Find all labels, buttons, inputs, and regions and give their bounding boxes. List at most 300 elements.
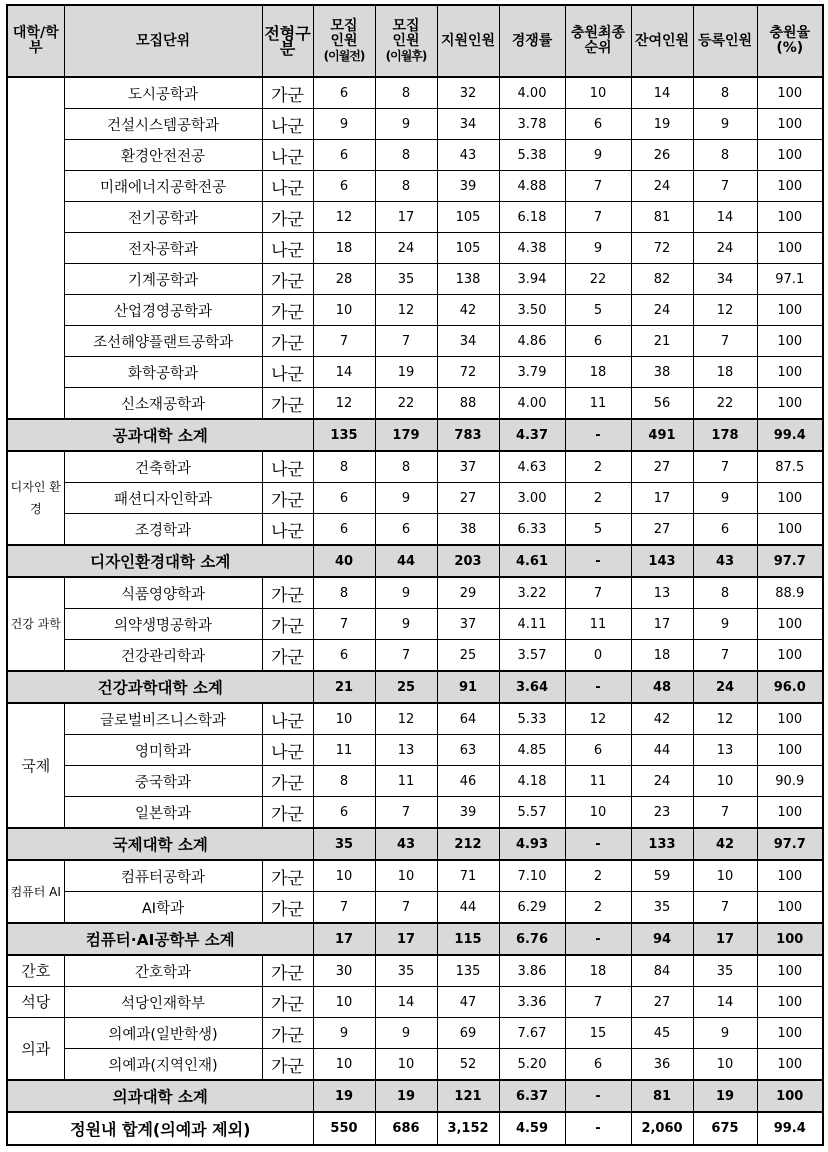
final-rank-cell: 9 [565,140,631,171]
table-row [7,357,823,388]
registered-cell: 675 [693,1112,757,1145]
ratio-cell: 3.94 [499,264,565,295]
table-row [7,987,823,1018]
type-cell: 가군 [262,797,313,829]
quota-before-cell: 6 [313,77,375,109]
final-rank-cell: - [565,671,631,703]
final-rank-cell: 6 [565,326,631,357]
ratio-cell: 6.18 [499,202,565,233]
applicants-cell: 43 [437,140,499,171]
registered-cell: 7 [693,892,757,924]
ratio-cell: 3.57 [499,640,565,672]
applicants-cell: 91 [437,671,499,703]
quota-before-cell: 10 [313,860,375,892]
type-cell: 가군 [262,609,313,640]
quota-after-cell: 10 [375,1049,437,1081]
unit-cell: 식품영양학과 [64,577,262,609]
registered-cell: 12 [693,703,757,735]
ratio-cell: 7.67 [499,1018,565,1049]
applicants-cell: 72 [437,357,499,388]
remaining-cell: 143 [631,545,693,577]
fill-rate-cell: 90.9 [757,766,823,797]
registered-cell: 10 [693,766,757,797]
registered-cell: 42 [693,828,757,860]
quota-after-cell: 12 [375,703,437,735]
final-rank-cell: 2 [565,451,631,483]
final-rank-cell: 12 [565,703,631,735]
registered-cell: 43 [693,545,757,577]
fill-rate-cell: 100 [757,955,823,987]
ratio-cell: 5.57 [499,797,565,829]
quota-after-cell: 8 [375,140,437,171]
final-rank-cell: 0 [565,640,631,672]
quota-before-cell: 8 [313,451,375,483]
final-rank-cell: 7 [565,577,631,609]
quota-before-cell: 28 [313,264,375,295]
type-cell: 나군 [262,233,313,264]
applicants-cell: 34 [437,109,499,140]
ratio-cell: 4.88 [499,171,565,202]
fill-rate-cell: 100 [757,1049,823,1081]
final-rank-cell: 2 [565,483,631,514]
ratio-cell: 6.29 [499,892,565,924]
remaining-cell: 48 [631,671,693,703]
unit-cell: 신소재공학과 [64,388,262,420]
fill-rate-cell: 100 [757,388,823,420]
unit-cell: 조선해양플랜트공학과 [64,326,262,357]
remaining-cell: 35 [631,892,693,924]
unit-cell: 건설시스템공학과 [64,109,262,140]
table-row [7,797,823,829]
remaining-cell: 82 [631,264,693,295]
quota-after-cell: 44 [375,545,437,577]
registered-cell: 9 [693,109,757,140]
ratio-cell: 3.22 [499,577,565,609]
unit-cell: 간호학과 [64,955,262,987]
unit-cell: 건축학과 [64,451,262,483]
remaining-cell: 56 [631,388,693,420]
quota-before-cell: 8 [313,766,375,797]
registered-cell: 7 [693,326,757,357]
unit-cell: 영미학과 [64,735,262,766]
unit-cell: 의예과(지역인재) [64,1049,262,1081]
ratio-cell: 6.76 [499,923,565,955]
quota-after-cell: 43 [375,828,437,860]
fill-rate-cell: 100 [757,860,823,892]
applicants-cell: 44 [437,892,499,924]
header-quota-after: 모집 인원 (이월후) [375,5,437,77]
table-row [7,703,823,735]
quota-before-cell: 17 [313,923,375,955]
quota-before-cell: 135 [313,419,375,451]
table-row [7,766,823,797]
fill-rate-cell: 99.4 [757,1112,823,1145]
quota-before-cell: 7 [313,326,375,357]
table-row [7,1018,823,1049]
remaining-cell: 81 [631,202,693,233]
fill-rate-cell: 100 [757,233,823,264]
applicants-cell: 88 [437,388,499,420]
applicants-cell: 32 [437,77,499,109]
quota-before-cell: 11 [313,735,375,766]
total-label: 정원내 합계(의예과 제외) [7,1112,313,1145]
registered-cell: 8 [693,77,757,109]
quota-before-cell: 550 [313,1112,375,1145]
ratio-cell: 4.85 [499,735,565,766]
college-cell: 컴퓨터 AI [7,860,64,923]
applicants-cell: 105 [437,202,499,233]
applicants-cell: 25 [437,640,499,672]
final-rank-cell: - [565,1112,631,1145]
subtotal-label: 공과대학 소계 [7,419,313,451]
table-row [7,892,823,924]
table-row [7,451,823,483]
final-rank-cell: 18 [565,357,631,388]
applicants-cell: 115 [437,923,499,955]
fill-rate-cell: 100 [757,109,823,140]
quota-after-cell: 14 [375,987,437,1018]
applicants-cell: 69 [437,1018,499,1049]
table-body [7,77,823,1145]
quota-after-cell: 179 [375,419,437,451]
type-cell: 가군 [262,577,313,609]
applicants-cell: 63 [437,735,499,766]
table-row [7,295,823,326]
quota-before-cell: 9 [313,109,375,140]
final-rank-cell: 22 [565,264,631,295]
table-row [7,77,823,109]
remaining-cell: 2,060 [631,1112,693,1145]
applicants-cell: 34 [437,326,499,357]
ratio-cell: 4.93 [499,828,565,860]
unit-cell: 석당인재학부 [64,987,262,1018]
header-registered: 등록인원 [693,5,757,77]
ratio-cell: 3.78 [499,109,565,140]
registered-cell: 35 [693,955,757,987]
unit-cell: 전기공학과 [64,202,262,233]
unit-cell: 산업경영공학과 [64,295,262,326]
table-row [7,1049,823,1081]
final-rank-cell: - [565,923,631,955]
applicants-cell: 3,152 [437,1112,499,1145]
unit-cell: 컴퓨터공학과 [64,860,262,892]
table-row [7,577,823,609]
subtotal-label: 건강과학대학 소계 [7,671,313,703]
college-cell [7,77,64,419]
remaining-cell: 36 [631,1049,693,1081]
unit-cell: 건강관리학과 [64,640,262,672]
fill-rate-cell: 100 [757,326,823,357]
subtotal-row [7,419,823,451]
unit-cell: 중국학과 [64,766,262,797]
quota-after-cell: 6 [375,514,437,546]
admissions-table [6,4,824,1146]
fill-rate-cell: 100 [757,703,823,735]
registered-cell: 6 [693,514,757,546]
type-cell: 가군 [262,202,313,233]
registered-cell: 19 [693,1080,757,1112]
final-rank-cell: - [565,419,631,451]
header-fill-rate: 충원율 (%) [757,5,823,77]
subtotal-label: 디자인환경대학 소계 [7,545,313,577]
header-ratio: 경쟁률 [499,5,565,77]
type-cell: 가군 [262,640,313,672]
final-rank-cell: 18 [565,955,631,987]
final-rank-cell: 2 [565,860,631,892]
applicants-cell: 27 [437,483,499,514]
applicants-cell: 105 [437,233,499,264]
subtotal-row [7,545,823,577]
registered-cell: 7 [693,640,757,672]
registered-cell: 24 [693,233,757,264]
header-remaining: 잔여인원 [631,5,693,77]
registered-cell: 7 [693,797,757,829]
type-cell: 가군 [262,766,313,797]
quota-after-cell: 7 [375,640,437,672]
fill-rate-cell: 88.9 [757,577,823,609]
type-cell: 가군 [262,860,313,892]
quota-before-cell: 6 [313,483,375,514]
subtotal-row [7,923,823,955]
unit-cell: 의예과(일반학생) [64,1018,262,1049]
quota-before-cell: 10 [313,987,375,1018]
table-row [7,202,823,233]
ratio-cell: 4.61 [499,545,565,577]
type-cell: 가군 [262,388,313,420]
quota-after-cell: 12 [375,295,437,326]
applicants-cell: 37 [437,451,499,483]
quota-after-cell: 8 [375,171,437,202]
quota-after-cell: 35 [375,264,437,295]
quota-after-cell: 8 [375,77,437,109]
table-row [7,483,823,514]
quota-after-cell: 7 [375,326,437,357]
type-cell: 나군 [262,109,313,140]
final-rank-cell: 10 [565,77,631,109]
type-cell: 가군 [262,892,313,924]
ratio-cell: 3.00 [499,483,565,514]
applicants-cell: 38 [437,514,499,546]
table-row [7,140,823,171]
subtotal-label: 의과대학 소계 [7,1080,313,1112]
unit-cell: 화학공학과 [64,357,262,388]
fill-rate-cell: 100 [757,77,823,109]
header-unit: 모집단위 [64,5,262,77]
ratio-cell: 5.38 [499,140,565,171]
ratio-cell: 5.20 [499,1049,565,1081]
unit-cell: 전자공학과 [64,233,262,264]
registered-cell: 7 [693,451,757,483]
fill-rate-cell: 97.7 [757,828,823,860]
remaining-cell: 133 [631,828,693,860]
table-row [7,171,823,202]
quota-before-cell: 6 [313,140,375,171]
type-cell: 나군 [262,451,313,483]
quota-after-cell: 19 [375,1080,437,1112]
final-rank-cell: 5 [565,514,631,546]
quota-before-cell: 18 [313,233,375,264]
subtotal-row [7,828,823,860]
remaining-cell: 59 [631,860,693,892]
type-cell: 나군 [262,514,313,546]
type-cell: 가군 [262,77,313,109]
ratio-cell: 3.64 [499,671,565,703]
table-row [7,860,823,892]
registered-cell: 178 [693,419,757,451]
fill-rate-cell: 100 [757,735,823,766]
college-cell: 의과 [7,1018,64,1081]
applicants-cell: 39 [437,171,499,202]
fill-rate-cell: 100 [757,514,823,546]
quota-before-cell: 10 [313,295,375,326]
college-cell: 디자인 환경 [7,451,64,545]
quota-before-cell: 10 [313,703,375,735]
applicants-cell: 71 [437,860,499,892]
registered-cell: 9 [693,609,757,640]
final-rank-cell: 5 [565,295,631,326]
applicants-cell: 47 [437,987,499,1018]
applicants-cell: 135 [437,955,499,987]
quota-after-cell: 22 [375,388,437,420]
ratio-cell: 4.86 [499,326,565,357]
fill-rate-cell: 100 [757,1018,823,1049]
registered-cell: 7 [693,171,757,202]
table-row [7,233,823,264]
ratio-cell: 4.00 [499,77,565,109]
remaining-cell: 23 [631,797,693,829]
remaining-cell: 81 [631,1080,693,1112]
quota-before-cell: 12 [313,202,375,233]
type-cell: 나군 [262,140,313,171]
college-cell: 간호 [7,955,64,987]
final-rank-cell: - [565,828,631,860]
unit-cell: 미래에너지공학전공 [64,171,262,202]
quota-before-cell: 6 [313,171,375,202]
applicants-cell: 39 [437,797,499,829]
quota-before-cell: 8 [313,577,375,609]
final-rank-cell: 6 [565,1049,631,1081]
fill-rate-cell: 100 [757,1080,823,1112]
header-applicants: 지원인원 [437,5,499,77]
ratio-cell: 6.33 [499,514,565,546]
remaining-cell: 17 [631,483,693,514]
remaining-cell: 27 [631,451,693,483]
fill-rate-cell: 100 [757,140,823,171]
quota-before-cell: 10 [313,1049,375,1081]
ratio-cell: 3.50 [499,295,565,326]
quota-before-cell: 40 [313,545,375,577]
registered-cell: 24 [693,671,757,703]
type-cell: 가군 [262,1018,313,1049]
table-row [7,609,823,640]
quota-before-cell: 9 [313,1018,375,1049]
fill-rate-cell: 100 [757,987,823,1018]
applicants-cell: 64 [437,703,499,735]
fill-rate-cell: 97.1 [757,264,823,295]
ratio-cell: 3.36 [499,987,565,1018]
fill-rate-cell: 100 [757,892,823,924]
remaining-cell: 17 [631,609,693,640]
registered-cell: 12 [693,295,757,326]
registered-cell: 34 [693,264,757,295]
registered-cell: 9 [693,1018,757,1049]
table-row [7,109,823,140]
fill-rate-cell: 100 [757,202,823,233]
quota-after-cell: 13 [375,735,437,766]
quota-after-cell: 17 [375,923,437,955]
type-cell: 가군 [262,295,313,326]
ratio-cell: 7.10 [499,860,565,892]
registered-cell: 9 [693,483,757,514]
quota-after-cell: 9 [375,483,437,514]
remaining-cell: 491 [631,419,693,451]
quota-before-cell: 12 [313,388,375,420]
college-cell: 석당 [7,987,64,1018]
unit-cell: 기계공학과 [64,264,262,295]
remaining-cell: 27 [631,987,693,1018]
ratio-cell: 4.38 [499,233,565,264]
quota-after-cell: 8 [375,451,437,483]
applicants-cell: 42 [437,295,499,326]
header-type: 전형구분 [262,5,313,77]
college-cell: 건강 과학 [7,577,64,671]
quota-after-cell: 686 [375,1112,437,1145]
type-cell: 가군 [262,264,313,295]
unit-cell: 환경안전전공 [64,140,262,171]
quota-after-cell: 9 [375,609,437,640]
quota-before-cell: 6 [313,514,375,546]
registered-cell: 14 [693,987,757,1018]
ratio-cell: 5.33 [499,703,565,735]
type-cell: 나군 [262,703,313,735]
fill-rate-cell: 100 [757,923,823,955]
subtotal-row [7,1080,823,1112]
final-rank-cell: 11 [565,388,631,420]
registered-cell: 10 [693,860,757,892]
table-row [7,388,823,420]
fill-rate-cell: 100 [757,357,823,388]
unit-cell: AI학과 [64,892,262,924]
final-rank-cell: 10 [565,797,631,829]
remaining-cell: 27 [631,514,693,546]
remaining-cell: 72 [631,233,693,264]
type-cell: 나군 [262,357,313,388]
remaining-cell: 14 [631,77,693,109]
fill-rate-cell: 100 [757,483,823,514]
fill-rate-cell: 99.4 [757,419,823,451]
final-rank-cell: 6 [565,735,631,766]
type-cell: 나군 [262,735,313,766]
applicants-cell: 52 [437,1049,499,1081]
table-row [7,326,823,357]
quota-after-cell: 9 [375,109,437,140]
ratio-cell: 4.37 [499,419,565,451]
unit-cell: 패션디자인학과 [64,483,262,514]
final-rank-cell: 6 [565,109,631,140]
subtotal-label: 국제대학 소계 [7,828,313,860]
final-rank-cell: 15 [565,1018,631,1049]
registered-cell: 8 [693,577,757,609]
quota-after-cell: 24 [375,233,437,264]
table-row [7,264,823,295]
remaining-cell: 38 [631,357,693,388]
final-rank-cell: 7 [565,987,631,1018]
remaining-cell: 45 [631,1018,693,1049]
quota-after-cell: 35 [375,955,437,987]
quota-after-cell: 9 [375,1018,437,1049]
registered-cell: 22 [693,388,757,420]
ratio-cell: 4.11 [499,609,565,640]
